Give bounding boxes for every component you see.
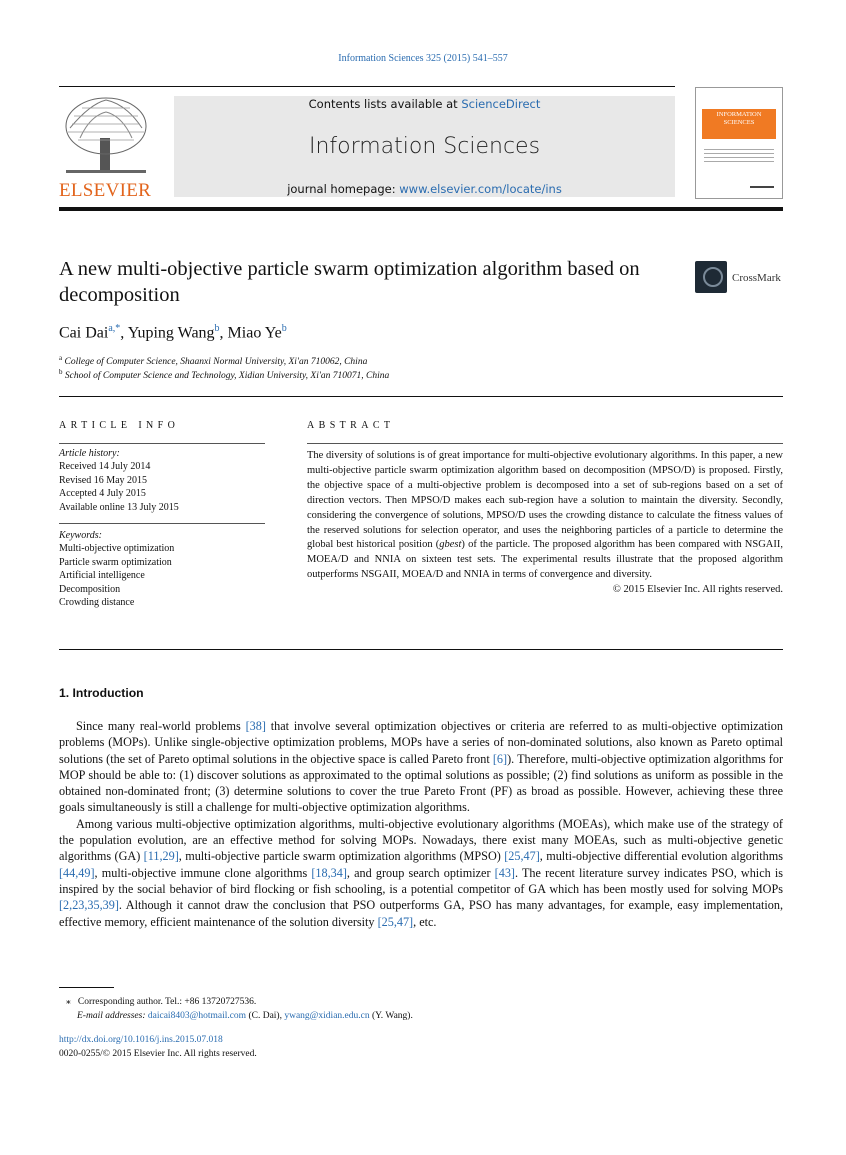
text-run: Among various multi-objective optimization algorithms, multi-objective evolutionary algorithms (MOEAs), which make use of the strategy of the population evolution, are an effective method for solving MOPs. Nowadays, there exist many MOEAs, such as multi-objective genetic algorithms (GA)	[59, 816, 783, 864]
citation-link[interactable]: [25,47]	[377, 914, 414, 929]
journal-cover	[695, 87, 783, 199]
author-list: Cai Dai$^{a,*}$, Yuping Wang$^b$, Miao Ye$^b$	[59, 323, 287, 342]
email-label: E-mail addresses:	[77, 1011, 146, 1021]
author-marks[interactable]: b	[214, 323, 220, 334]
doi-link[interactable]: http://dx.doi.org/10.1016/j.ins.2015.07.018	[59, 1035, 223, 1045]
abstract-part: ) of the particle. The proposed algorithm has been compared with NSGAII, MOEA/D and NNIA on sixteen test sets. The experimental results illustrate that the proposed algorithm outperforms NSGAII, MOEA/D and NNIA in terms of convergence and diversity.	[307, 539, 783, 581]
affiliation-mark: b	[59, 368, 63, 376]
issn-line: 0020-0255/© 2015 Elsevier Inc. All rights reserved.	[59, 1049, 257, 1059]
text-run: , etc.	[413, 914, 437, 929]
citation-link[interactable]: [2,23,35,39]	[59, 898, 119, 913]
abstract-heading: ABSTRACT	[307, 420, 395, 431]
author-marks[interactable]: a,*	[108, 323, 121, 334]
crossmark-icon[interactable]	[695, 261, 727, 293]
contents-line	[174, 97, 675, 111]
corresponding-author-note	[66, 995, 413, 1009]
footnote-mark: ⁎	[66, 997, 71, 1007]
history-item: Accepted 4 July 2015	[59, 488, 146, 500]
keyword: Artificial intelligence	[59, 570, 145, 582]
crossmark-label[interactable]: CrossMark	[732, 272, 781, 284]
header-top-rule	[59, 86, 675, 87]
abstract-end-rule	[59, 649, 783, 650]
journal-citation[interactable]: Information Sciences 325 (2015) 541–557	[338, 53, 508, 64]
history-item: Available online 13 July 2015	[59, 501, 179, 513]
affiliation-text: College of Computer Science, Shaanxi Normal University, Xi'an 710062, China	[64, 357, 368, 368]
text-run: that involve several optimization objectives or criteria are referred to as multi-objective optimization problems (MOPs). Unlike single-objective optimization problems, MOPs have a series of non-dominated solutions, also known as Pareto optimal solutions (the set of Pareto optimal solutions in the objective space is called Pareto front	[59, 719, 783, 766]
author-name: Yuping Wang	[127, 324, 215, 342]
author-marks[interactable]: b	[281, 323, 287, 334]
citation-link[interactable]: [25,47]	[504, 849, 540, 864]
text-run: Since many real-world problems	[76, 719, 246, 733]
elsevier-wordmark: ELSEVIER	[59, 180, 152, 201]
abstract-text	[307, 449, 783, 598]
sciencedirect-link[interactable]: ScienceDirect	[461, 97, 541, 111]
keyword: Particle swarm optimization	[59, 556, 172, 568]
email-owner: (C. Dai),	[246, 1011, 285, 1021]
keywords	[59, 529, 265, 609]
keyword: Multi-objective optimization	[59, 543, 175, 555]
cover-text-lines	[696, 146, 782, 165]
text-run: , multi-objective particle swarm optimization algorithms (MPSO)	[178, 849, 505, 864]
author-name: Cai Dai	[59, 324, 109, 342]
citation-link[interactable]: [44,49]	[59, 865, 95, 880]
history-item: Revised 16 May 2015	[59, 474, 148, 486]
text-run: , multi-objective differential evolution algorithms	[539, 849, 783, 864]
author-name: Miao Ye	[227, 324, 282, 342]
affiliation-rule	[59, 396, 783, 397]
introduction-body	[59, 718, 783, 930]
contents-prefix: Contents lists available at	[308, 97, 462, 111]
homepage-prefix: journal homepage:	[287, 182, 400, 196]
paragraph	[59, 718, 783, 816]
citation-link[interactable]: [43]	[494, 865, 515, 880]
affiliation-mark: a	[59, 354, 63, 362]
article-info-rule	[59, 443, 265, 444]
email-note	[66, 1009, 413, 1023]
affiliation-text: School of Computer Science and Technology, Xidian University, Xi'an 710071, China	[64, 371, 390, 382]
journal-title: Information Sciences	[308, 134, 541, 159]
abstract-copyright: © 2015 Elsevier Inc. All rights reserved.	[612, 584, 783, 596]
text-run: , multi-objective immune clone algorithms	[94, 865, 312, 880]
affiliation	[59, 368, 389, 381]
email-link[interactable]: daicai8403@hotmail.com	[147, 1011, 247, 1021]
affiliation	[59, 354, 367, 367]
homepage-link[interactable]: www.elsevier.com/locate/ins	[399, 182, 562, 196]
text-run: , and group search optimizer	[346, 865, 495, 880]
abstract-rule	[307, 443, 783, 444]
footnote-rule	[59, 987, 114, 988]
paragraph	[59, 816, 783, 930]
section-heading-introduction: 1. Introduction	[59, 686, 144, 700]
cover-title: INFORMATION SCIENCES	[702, 109, 776, 139]
homepage-line	[174, 182, 675, 196]
keyword: Decomposition	[59, 583, 121, 595]
article-history	[59, 447, 265, 514]
text-run: . Although it cannot draw the conclusion that PSO outperforms GA, PSO has many advantages, for example, easy implementation, effective memory, efficient maintenance of the solution diversity	[59, 898, 783, 929]
history-label: Article history:	[59, 448, 120, 459]
keyword: Crowding distance	[59, 597, 135, 609]
abstract-part: The diversity of solutions is of great importance for multi-objective evolutionary algorithms. In this paper, a new multi-objective particle swarm optimization algorithm based on decomposition (MPSO/D) is proposed. Firstly, the objective space of a multi-objective problem is decomposed into a set of sub-regions based on a set of direction vectors. Then MPSO/D makes each sub-region have a solution to maintain the diversity. Secondly, considering the convergence of solutions, MPSO/D uses the crowding distance to calculate the fitness values of the reserved solutions for selection operator, and uses the neighboring particles of a particle to determine the global best historical position (	[307, 450, 783, 551]
email-owner: (Y. Wang).	[369, 1011, 413, 1021]
citation-link[interactable]: [18,34]	[311, 865, 347, 880]
header-thick-rule	[59, 207, 783, 211]
keywords-label: Keywords:	[59, 530, 102, 541]
history-item: Received 14 July 2014	[59, 461, 151, 473]
citation-link[interactable]: [6]	[492, 751, 508, 766]
text-run: ). Therefore, multi-objective optimization algorithms for MOP should be able to: (1) discover solutions as approximated to the optimal solutions as possible; (2) find solutions as uniform as possible in the obtained non-dominated front; (3) determine solutions to cover the true Pareto Front (PF) as broad as possible. However, achieving these three goals simultaneously is still a challenge for multi-objective optimization algorithms.	[59, 751, 783, 815]
citation-link[interactable]: [38]	[245, 719, 266, 733]
text-run: . The recent literature survey indicates PSO, which is inspired by the social behavior of bird flocking or fish schooling, is a potential competitor of GA which has been mostly used for solving MOPs	[59, 865, 783, 896]
footnotes	[66, 995, 413, 1023]
elsevier-tree-logo	[60, 94, 152, 178]
email-link[interactable]: ywang@xidian.edu.cn	[284, 1011, 370, 1021]
keywords-rule	[59, 523, 265, 524]
citation-link[interactable]: [11,29]	[143, 849, 179, 864]
article-title: A new multi-objective particle swarm optimization algorithm based on decomposition	[59, 258, 640, 306]
cover-barcode	[750, 186, 774, 188]
abstract-gbest: gbest	[439, 539, 462, 551]
footnote-text: Corresponding author. Tel.: +86 13720727536.	[77, 997, 257, 1007]
article-info-heading: ARTICLE INFO	[59, 420, 180, 431]
